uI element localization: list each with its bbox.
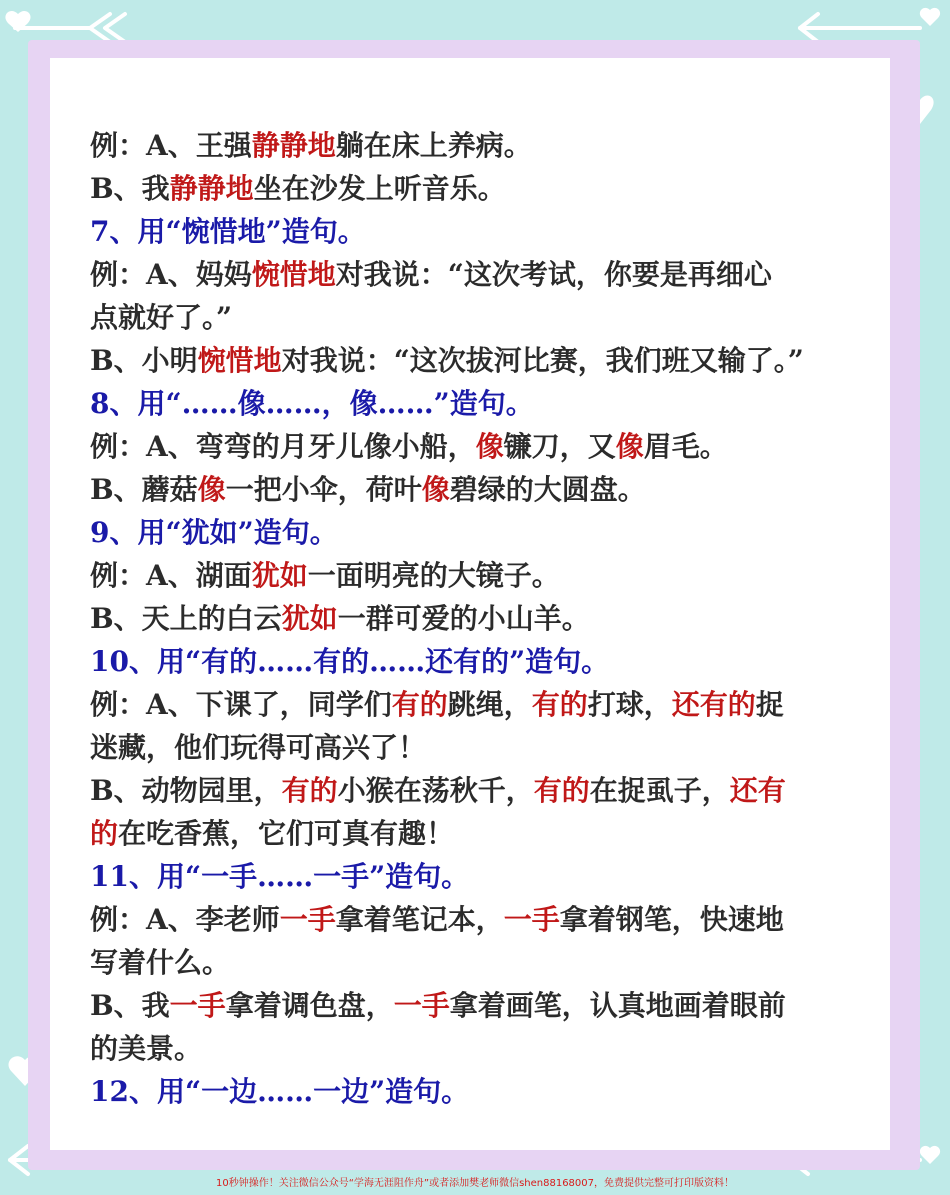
highlight-word: 犹如 [281, 602, 338, 635]
highlight-word: 像 [475, 430, 504, 463]
text-line [90, 1027, 870, 1070]
text-segment: B、天上的白云 [90, 602, 282, 635]
question-text: 9、用“犹如”造句。 [90, 516, 338, 549]
highlight-word: 一手 [503, 903, 560, 936]
highlight-word: 还有 [729, 774, 786, 807]
highlight-word: 静静地 [169, 172, 254, 205]
text-segment: 跳绳， [447, 688, 532, 721]
text-segment: 一把小伞，荷叶 [225, 473, 422, 506]
text-segment: 例：A、湖面 [90, 559, 252, 592]
text-segment: B、小明 [90, 344, 198, 377]
highlight-word: 惋惜地 [197, 344, 282, 377]
footer-notice: 10秒钟操作！关注微信公众号“学海无涯阻作舟”或者添加樊老师微信shen88168007，免费提供完整可打印版资料！ [215, 1178, 735, 1189]
text-segment: 一群可爱的小山羊。 [337, 602, 590, 635]
text-segment: 例：A、李老师 [90, 903, 280, 936]
text-line [90, 468, 870, 511]
highlight-word: 有的 [281, 774, 338, 807]
text-line [90, 726, 870, 769]
text-segment: 迷藏，他们玩得可高兴了！ [90, 731, 427, 764]
text-segment: B、我 [90, 172, 170, 205]
text-segment: 眉毛。 [643, 430, 728, 463]
text-segment: B、蘑菇 [90, 473, 198, 506]
question-text: 7、用“惋惜地”造句。 [90, 215, 366, 248]
highlight-word: 的 [90, 817, 119, 850]
text-segment: 小猴在荡秋千， [337, 774, 534, 807]
text-line [90, 167, 870, 210]
highlight-word: 有的 [391, 688, 448, 721]
text-line [90, 296, 870, 339]
text-line [90, 554, 870, 597]
highlight-word: 一手 [279, 903, 336, 936]
text-segment: 例：A、王强 [90, 129, 252, 162]
text-segment: 的美景。 [90, 1032, 203, 1065]
text-segment: 点就好了。” [90, 301, 233, 334]
highlight-word: 惋惜地 [251, 258, 336, 291]
question-text: 12、用“一边……一边”造句。 [90, 1075, 470, 1108]
text-line [90, 898, 870, 941]
text-segment: 一面明亮的大镜子。 [307, 559, 560, 592]
text-segment: B、动物园里， [90, 774, 282, 807]
text-line [90, 1070, 870, 1113]
highlight-word: 静静地 [251, 129, 336, 162]
text-segment: 拿着钢笔，快速地 [559, 903, 784, 936]
text-line [90, 855, 870, 898]
highlight-word: 有的 [531, 688, 588, 721]
text-segment: 拿着画笔，认真地画着眼前 [449, 989, 786, 1022]
highlight-word: 像 [615, 430, 644, 463]
text-segment: 例：A、弯弯的月牙儿像小船， [90, 430, 476, 463]
text-line [90, 769, 870, 812]
text-segment: 碧绿的大圆盘。 [449, 473, 646, 506]
text-segment: 坐在沙发上听音乐。 [253, 172, 506, 205]
text-segment: 打球， [587, 688, 672, 721]
question-text: 10、用“有的……有的……还有的”造句。 [90, 645, 610, 678]
text-line [90, 124, 870, 167]
text-segment: 在捉虱子， [589, 774, 730, 807]
text-line [90, 941, 870, 984]
text-line [90, 253, 870, 296]
highlight-word: 犹如 [251, 559, 308, 592]
text-segment: 写着什么。 [90, 946, 231, 979]
highlight-word: 有的 [533, 774, 590, 807]
text-segment: 拿着笔记本， [335, 903, 504, 936]
text-segment: 例：A、妈妈 [90, 258, 252, 291]
highlight-word: 一手 [393, 989, 450, 1022]
highlight-word: 像 [421, 473, 450, 506]
text-line [90, 511, 870, 554]
text-segment: 对我说：“这次考试，你要是再细心 [335, 258, 772, 291]
question-text: 8、用“……像……，像……”造句。 [90, 387, 534, 420]
highlight-word: 像 [197, 473, 226, 506]
text-line [90, 382, 870, 425]
text-segment: B、我 [90, 989, 170, 1022]
text-line [90, 425, 870, 468]
text-line [90, 984, 870, 1027]
text-segment: 拿着调色盘， [225, 989, 394, 1022]
highlight-word: 一手 [169, 989, 226, 1022]
text-line [90, 210, 870, 253]
text-segment: 对我说：“这次拔河比赛，我们班又输了。” [281, 344, 804, 377]
text-segment: 镰刀，又 [503, 430, 616, 463]
text-line [90, 597, 870, 640]
question-text: 11、用“一手……一手”造句。 [90, 860, 470, 893]
text-line [90, 339, 870, 382]
text-segment: 例：A、下课了，同学们 [90, 688, 392, 721]
text-line [90, 683, 870, 726]
text-segment: 躺在床上养病。 [335, 129, 532, 162]
text-line [90, 812, 870, 855]
text-line [90, 640, 870, 683]
text-segment: 捉 [755, 688, 784, 721]
text-segment: 在吃香蕉，它们可真有趣！ [118, 817, 455, 850]
sentence-examples [90, 124, 870, 1113]
highlight-word: 还有的 [671, 688, 756, 721]
